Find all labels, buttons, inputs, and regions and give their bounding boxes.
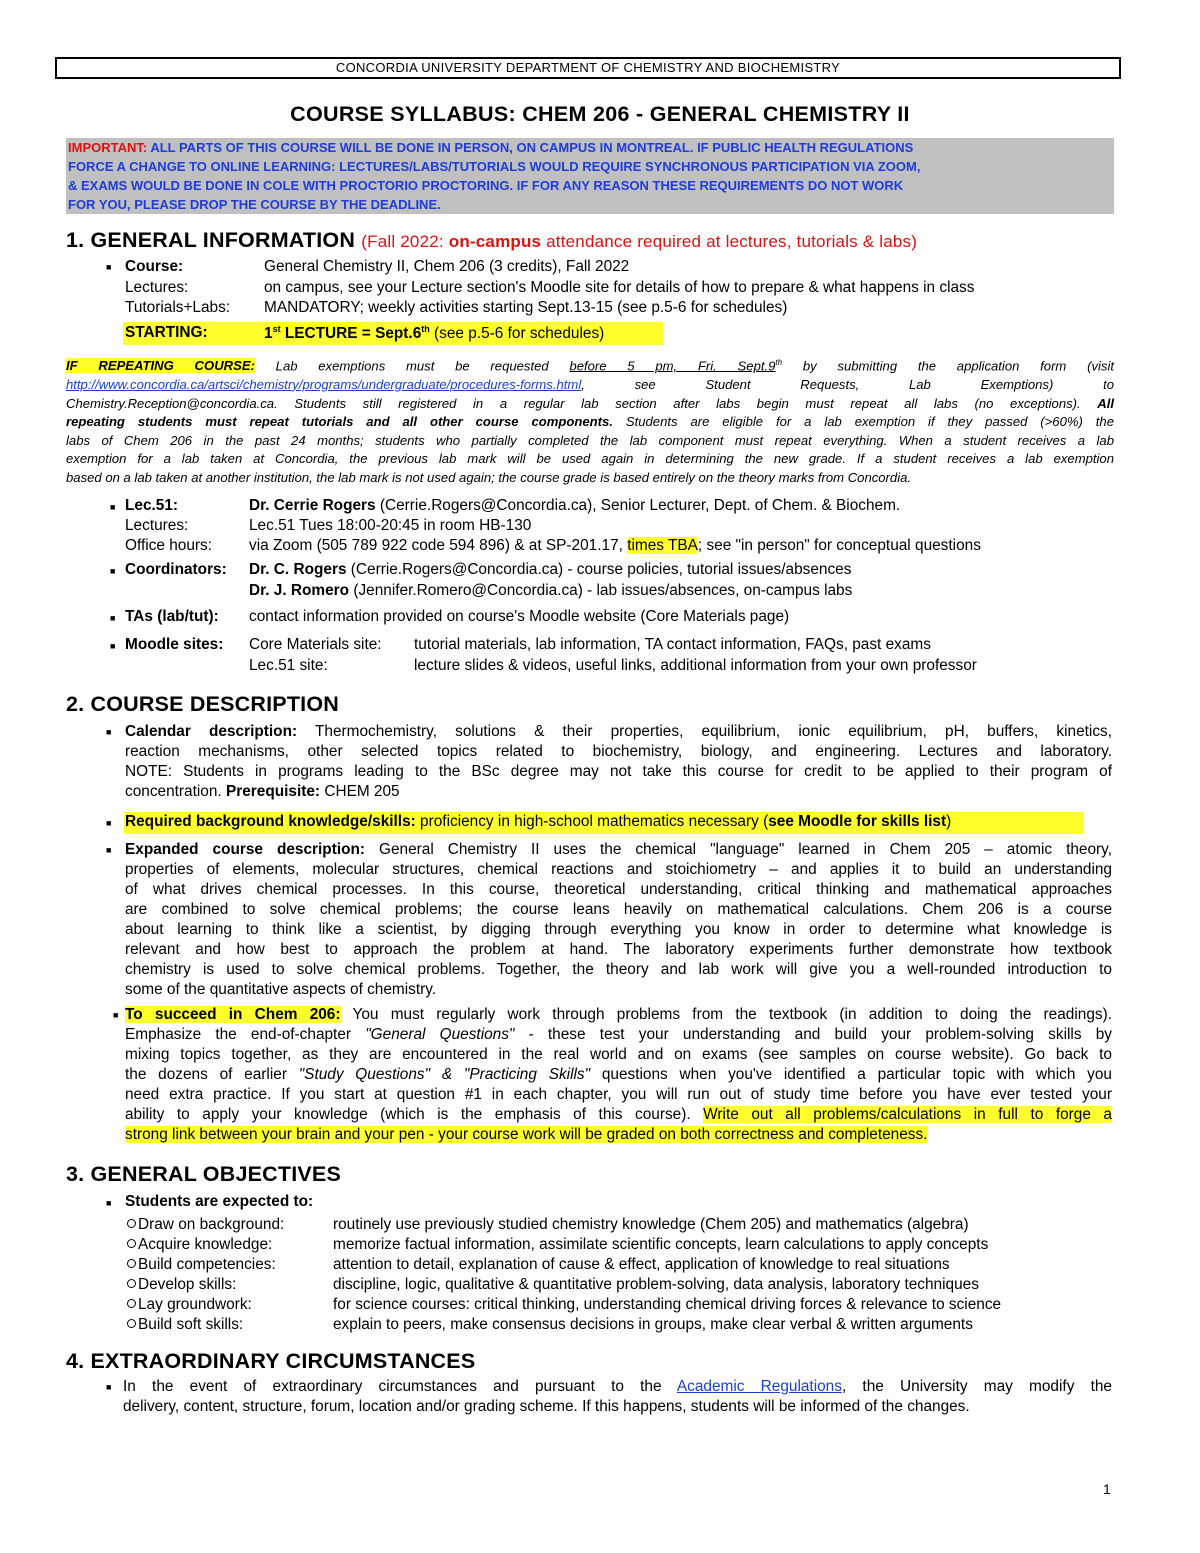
tas-value: contact information provided on course's Moodle website (Core Materials page) xyxy=(249,608,790,625)
lec51-value: Dr. Cerrie Rogers (Cerrie.Rogers@Concordia.ca), Senior Lecturer, Dept. of Chem. & Biochem. xyxy=(249,497,901,514)
academic-regulations-link[interactable]: Academic Regulations xyxy=(676,1378,842,1395)
circle-bullet-icon xyxy=(127,1319,136,1328)
objective-value: routinely use previously studied chemistry knowledge (Chem 205) and mathematics (algebra) xyxy=(333,1216,969,1233)
lec51-label: Lec.51: xyxy=(125,497,179,514)
objective-item: Build competencies: xyxy=(127,1256,276,1274)
page-title: COURSE SYLLABUS: CHEM 206 - GENERAL CHEMISTRY II xyxy=(290,102,910,126)
bullet-icon: ■ xyxy=(110,641,116,651)
bullet-icon: ■ xyxy=(106,262,112,272)
moodle-lec-value: lecture slides & videos, useful links, additional information from your own professor xyxy=(414,657,977,674)
section-2-heading: 2. COURSE DESCRIPTION xyxy=(66,692,339,716)
circle-bullet-icon xyxy=(127,1219,136,1228)
objective-item: Draw on background: xyxy=(127,1216,284,1234)
expanded-description: Expanded course description: General Chemistry II uses the chemical "language" learned in Chem 205 – atomic theory, properties of elements, molecular structures, chemical reactions and stoichiometry – and applies it to build an understanding of what drives chemical processes. In this course, theoretical understanding, critical thinking and mathematical approaches are combined to solve chemical problems; the course leans heavily on mathematical calculations. Chem 206 is a course about learning to think like a scientist, by digging through everything you know in order to determine what knowledge is relevant and how best to approach the problem at hand. The laboratory experiments further demonstrate how textbook chemistry is used to solve chemical problems. Together, the theory and lab work will give you a well-rounded introduction to some of the quantitative aspects of chemistry. xyxy=(125,841,1112,998)
repeating-course-note: IF REPEATING COURSE: Lab exemptions must be requested before 5 pm, Fri. Sept.9th by submitting the application form (visit http://www.concordia.ca/artsci/chemistry/programs/undergraduate/procedures-forms.html, see Student Requests, Lab Exemptions) to Chemistry.Reception@concordia.ca. Students still registered in a regular lab section after labs begin must repeat all labs (no exceptions). All repeating students must repeat tutorials and all other course components. Students are eligible for a lab exemption if they passed (>60%) the labs of Chem 206 in the past 24 months; students who partially completed the lab component must repeat everything. When a student receives a lab exemption for a lab taken at Concordia, the previous lab mark will be used again in determining the new grade. If a student receives a lab exemption based on a lab taken at another institution, the lab mark is not used again; the course grade is based entirely on the theory marks from Concordia. xyxy=(66,358,1115,485)
moodle-core-value: tutorial materials, lab information, TA contact information, FAQs, past exams xyxy=(414,636,931,653)
course-label: Course: xyxy=(125,258,184,275)
extraordinary-text: In the event of extraordinary circumstances and pursuant to the Academic Regulations, the University may modify the delivery, content, structure, forum, location and/or grading scheme. If this happens, students will be informed of the changes. xyxy=(123,1378,1112,1415)
moodle-label: Moodle sites: xyxy=(125,636,224,653)
lectures-label: Lectures: xyxy=(125,279,189,296)
circle-bullet-icon xyxy=(127,1259,136,1268)
coordinator-rogers: Dr. C. Rogers (Cerrie.Rogers@Concordia.ca) - course policies, tutorial issues/absences xyxy=(249,561,852,578)
objectives-intro: Students are expected to: xyxy=(125,1193,314,1210)
section-1-heading: 1. GENERAL INFORMATION (Fall 2022: on-campus attendance required at lectures, tutorials & labs) xyxy=(66,228,918,252)
course-value: General Chemistry II, Chem 206 (3 credits), Fall 2022 xyxy=(264,258,630,275)
section-3-heading: 3. GENERAL OBJECTIVES xyxy=(66,1162,342,1186)
objective-value: discipline, logic, qualitative & quantitative problem-solving, data analysis, laboratory techniques xyxy=(333,1276,979,1293)
bullet-icon: ■ xyxy=(110,566,116,576)
circle-bullet-icon xyxy=(127,1239,136,1248)
objective-value: memorize factual information, assimilate scientific concepts, learn calculations to apply concepts xyxy=(333,1236,989,1253)
lec51-lectures-label: Lectures: xyxy=(125,517,189,534)
lec51-lectures-value: Lec.51 Tues 18:00-20:45 in room HB-130 xyxy=(249,517,532,534)
bullet-icon: ■ xyxy=(110,613,116,623)
to-succeed: To succeed in Chem 206: You must regularly work through problems from the textbook (in addition to doing the readings). Emphasize the end-of-chapter "General Questions" - these test your understanding and build your problem-solving skills by mixing topics together, as they are encountered in the real world and on exams (see samples on course website). Go back to the dozens of earlier "Study Questions" & "Practicing Skills" questions when you've identified a particular topic with which you need extra practice. If you start at question #1 in each chapter, you will run out of study time before you have ever tested your ability to apply your knowledge (which is the emphasis of this course). Write out all problems/calculations in full to forge a strong link between your brain and your pen - your course work will be graded on both correctness and completeness. xyxy=(125,1006,1112,1143)
lectures-value: on campus, see your Lecture section's Moodle site for details of how to prepare & what happens in class xyxy=(264,279,975,296)
tutorials-label: Tutorials+Labs: xyxy=(125,299,231,316)
office-hours-label: Office hours: xyxy=(125,537,212,554)
objective-value: for science courses: critical thinking, understanding chemical driving forces & relevance to science xyxy=(333,1296,1002,1313)
bullet-icon: ■ xyxy=(106,1198,112,1208)
bullet-icon: ■ xyxy=(113,1010,119,1020)
page-number: 1 xyxy=(1103,1481,1111,1497)
objective-item: Acquire knowledge: xyxy=(127,1236,272,1254)
office-hours-value: via Zoom (505 789 922 code 594 896) & at SP-201.17, times TBA; see "in person" for conceptual questions xyxy=(249,537,981,554)
tutorials-value: MANDATORY; weekly activities starting Sept.13-15 (see p.5-6 for schedules) xyxy=(264,299,788,316)
starting-value: 1st LECTURE = Sept.6th (see p.5-6 for schedules) xyxy=(264,324,605,343)
coordinator-romero: Dr. J. Romero (Jennifer.Romero@Concordia.ca) - lab issues/absences, on-campus labs xyxy=(249,582,853,599)
bullet-icon: ■ xyxy=(110,502,116,512)
section-4-heading: 4. EXTRAORDINARY CIRCUMSTANCES xyxy=(66,1349,476,1373)
objective-value: explain to peers, make consensus decisions in groups, make clear verbal & written arguments xyxy=(333,1316,973,1333)
section-1-subtitle: (Fall 2022: on-campus attendance required at lectures, tutorials & labs) xyxy=(361,232,918,251)
moodle-lec-label: Lec.51 site: xyxy=(249,657,328,674)
circle-bullet-icon xyxy=(127,1299,136,1308)
forms-link[interactable]: http://www.concordia.ca/artsci/chemistry/programs/undergraduate/procedures-forms.html xyxy=(66,376,582,392)
objective-item: Build soft skills: xyxy=(127,1316,243,1334)
bullet-icon: ■ xyxy=(106,1382,112,1392)
tas-label: TAs (lab/tut): xyxy=(125,608,219,625)
moodle-core-label: Core Materials site: xyxy=(249,636,382,653)
starting-label: STARTING: xyxy=(125,324,208,341)
required-skills: Required background knowledge/skills: proficiency in high-school mathematics necessary (see Moodle for skills list) xyxy=(125,813,952,830)
bullet-icon: ■ xyxy=(106,845,112,855)
department-banner: CONCORDIA UNIVERSITY DEPARTMENT OF CHEMISTRY AND BIOCHEMISTRY xyxy=(55,57,1121,79)
objective-value: attention to detail, explanation of cause & effect, application of knowledge to real situations xyxy=(333,1256,950,1273)
calendar-description: Calendar description: Thermochemistry, solutions & their properties, equilibrium, ionic equilibrium, pH, buffers, kinetics, reaction mechanisms, other selected topics related to biochemistry, biology, and engineering. Lectures and laboratory. NOTE: Students in programs leading to the BSc degree may not take this course for credit to be applied to their program of concentration. Prerequisite: CHEM 205 xyxy=(125,723,1112,800)
bullet-icon: ■ xyxy=(106,727,112,737)
important-label: IMPORTANT: xyxy=(68,140,148,155)
coordinators-label: Coordinators: xyxy=(125,561,227,578)
objective-item: Develop skills: xyxy=(127,1276,236,1294)
bullet-icon: ■ xyxy=(106,818,112,828)
objective-item: Lay groundwork: xyxy=(127,1296,252,1314)
important-notice: IMPORTANT: ALL PARTS OF THIS COURSE WILL BE DONE IN PERSON, ON CAMPUS IN MONTREAL. IF PUBLIC HEALTH REGULATIONS FORCE A CHANGE TO ONLINE LEARNING: LECTURES/LABS/TUTORIALS WOULD REQUIRE SYNCHRONOUS PARTICIPATION VIA ZOOM, & EXAMS WOULD BE DONE IN COLE WITH PROCTORIO PROCTORING. IF FOR ANY REASON THESE REQUIREMENTS DO NOT WORK FOR YOU, PLEASE DROP THE COURSE BY THE DEADLINE. xyxy=(66,138,1114,214)
circle-bullet-icon xyxy=(127,1279,136,1288)
